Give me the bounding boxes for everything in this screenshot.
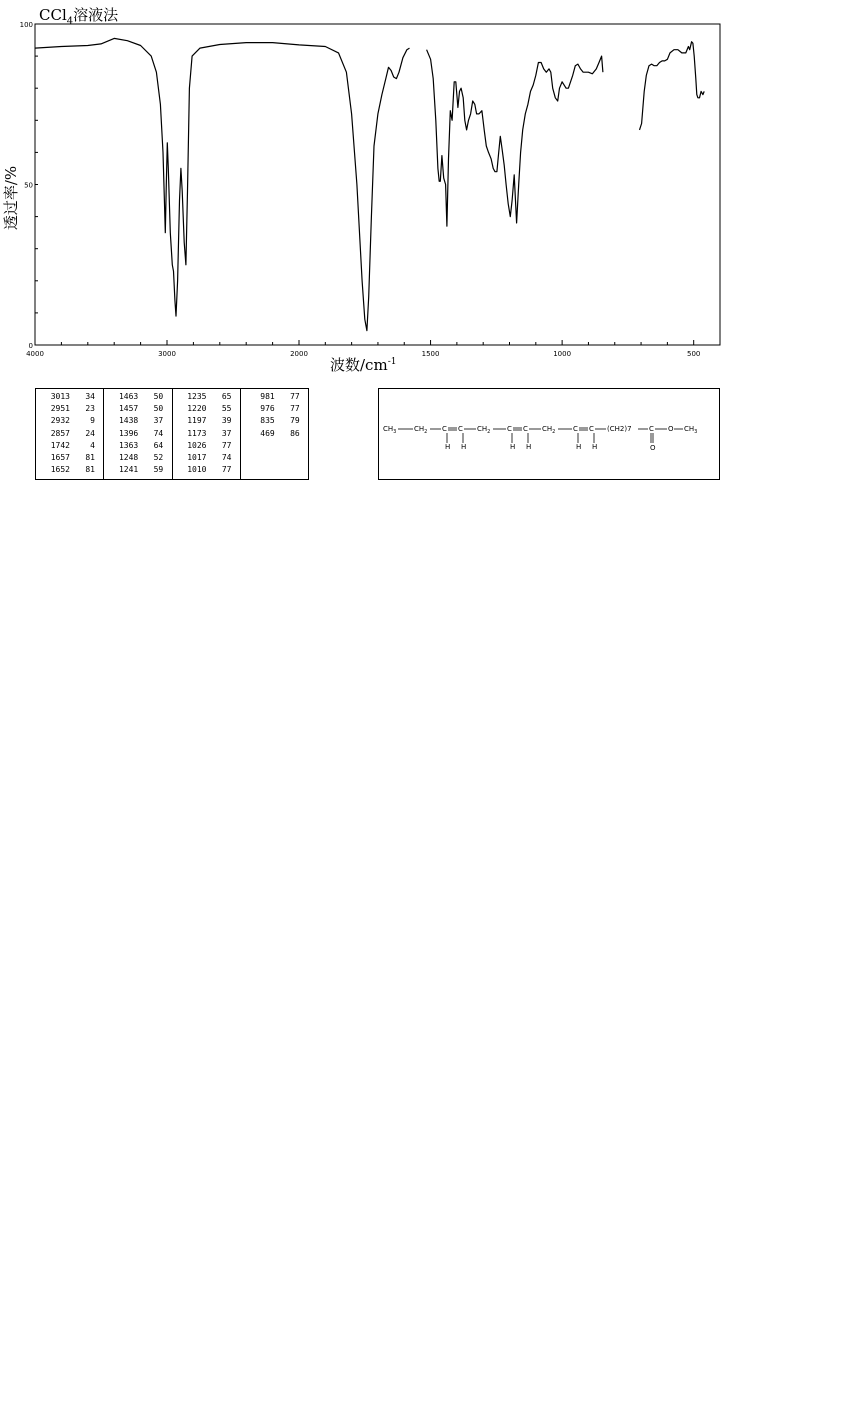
formula-hydrogen: H bbox=[510, 443, 516, 451]
peak-wavenumber: 1173 bbox=[187, 428, 207, 438]
formula-group: C bbox=[442, 425, 447, 433]
peak-wavenumber: 1652 bbox=[50, 465, 70, 475]
x-tick-label: 1500 bbox=[421, 350, 440, 358]
x-tick-label: 4000 bbox=[26, 350, 44, 358]
peak-wavenumber: 1026 bbox=[187, 440, 207, 450]
peak-row bbox=[104, 415, 171, 427]
structure-box bbox=[378, 388, 720, 480]
peak-wavenumber: 835 bbox=[260, 416, 275, 426]
formula-group: C bbox=[458, 425, 463, 433]
peak-row bbox=[241, 391, 308, 403]
y-tick-label: 0 bbox=[28, 342, 33, 350]
ir-spectrum-chart bbox=[0, 0, 850, 380]
peak-wavenumber: 1363 bbox=[118, 440, 139, 450]
peak-transmittance: 9 bbox=[90, 416, 95, 426]
peak-wavenumber: 1220 bbox=[187, 404, 207, 414]
peak-wavenumber: 2857 bbox=[50, 428, 70, 438]
peak-wavenumber: 2951 bbox=[50, 404, 70, 414]
peak-transmittance: 50 bbox=[153, 404, 164, 414]
peak-transmittance: 77 bbox=[221, 440, 232, 450]
formula-group: $CH_2$ bbox=[477, 425, 491, 435]
formula-group: $CH_2$ bbox=[542, 425, 556, 435]
peak-transmittance: 79 bbox=[290, 416, 300, 426]
peak-wavenumber: 1463 bbox=[118, 392, 139, 401]
peak-row bbox=[104, 464, 171, 476]
peak-row bbox=[241, 415, 308, 427]
y-tick-label: 50 bbox=[24, 181, 33, 190]
formula-group: O bbox=[668, 425, 674, 433]
peak-row bbox=[173, 440, 240, 452]
peak-wavenumber: 1457 bbox=[118, 404, 139, 414]
peak-transmittance: 81 bbox=[85, 465, 95, 475]
peak-row bbox=[104, 428, 171, 440]
peak-transmittance: 74 bbox=[153, 428, 164, 438]
peak-row bbox=[104, 391, 171, 403]
formula-group: C bbox=[649, 425, 654, 433]
peak-wavenumber: 1742 bbox=[50, 440, 70, 450]
peak-row bbox=[241, 428, 308, 440]
peak-transmittance: 50 bbox=[153, 392, 164, 401]
peak-transmittance: 65 bbox=[221, 392, 232, 401]
peak-row bbox=[173, 464, 240, 476]
peak-transmittance: 37 bbox=[153, 416, 164, 426]
peak-transmittance: 55 bbox=[221, 404, 232, 414]
formula-group: C bbox=[507, 425, 512, 433]
peak-wavenumber: 1010 bbox=[187, 465, 207, 475]
peak-row bbox=[173, 415, 240, 427]
peak-transmittance: 59 bbox=[153, 465, 164, 475]
x-tick-label: 1000 bbox=[553, 350, 572, 358]
peak-transmittance: 4 bbox=[90, 440, 95, 450]
formula-group: C bbox=[589, 425, 594, 433]
formula-group: $CH_2$ bbox=[414, 425, 428, 435]
peak-row bbox=[173, 428, 240, 440]
peak-table-column bbox=[104, 389, 172, 479]
formula-hydrogen: H bbox=[461, 443, 467, 451]
peak-wavenumber: 1438 bbox=[118, 416, 139, 426]
peak-transmittance: 52 bbox=[153, 453, 164, 463]
peak-row bbox=[173, 391, 240, 403]
x-tick-label: 500 bbox=[687, 350, 701, 358]
formula-hydrogen: H bbox=[526, 443, 532, 451]
peak-row bbox=[173, 403, 240, 415]
y-axis-label: 透过率/% bbox=[2, 165, 20, 231]
formula-group: $CH_3$ bbox=[383, 425, 397, 435]
peak-transmittance: 81 bbox=[85, 453, 95, 463]
x-tick-label: 2000 bbox=[290, 350, 308, 358]
x-tick-label: 3000 bbox=[158, 350, 176, 358]
peak-transmittance: 77 bbox=[290, 392, 300, 401]
peak-row bbox=[241, 403, 308, 415]
formula-hydrogen: H bbox=[445, 443, 451, 451]
spectrum-series bbox=[35, 38, 704, 330]
peak-row bbox=[36, 440, 103, 452]
peak-wavenumber: 1657 bbox=[50, 453, 70, 463]
peak-transmittance: 24 bbox=[85, 428, 95, 438]
peak-row bbox=[36, 464, 103, 476]
peak-wavenumber: 1241 bbox=[118, 465, 139, 475]
formula-group: C bbox=[573, 425, 578, 433]
formula-hydrogen: H bbox=[576, 443, 582, 451]
formula-hydrogen: H bbox=[592, 443, 598, 451]
plot-frame bbox=[35, 24, 720, 345]
peak-row bbox=[104, 403, 171, 415]
x-axis-label: 波数$/cm^{-1}$ bbox=[330, 356, 397, 374]
peak-row bbox=[36, 428, 103, 440]
peak-transmittance: 64 bbox=[153, 440, 164, 450]
peak-wavenumber: 981 bbox=[260, 392, 275, 401]
peak-wavenumber: 1396 bbox=[118, 428, 139, 438]
peak-transmittance: 39 bbox=[221, 416, 232, 426]
peak-transmittance: 77 bbox=[221, 465, 232, 475]
peak-wavenumber: 1197 bbox=[187, 416, 207, 426]
peak-row bbox=[36, 403, 103, 415]
spectrum-line-segment bbox=[35, 38, 410, 330]
peak-wavenumber: 1248 bbox=[118, 453, 139, 463]
chart-title: CCl$_4$溶液法 bbox=[39, 6, 119, 27]
peak-row bbox=[173, 452, 240, 464]
peak-table bbox=[35, 388, 309, 480]
formula-group: C bbox=[523, 425, 528, 433]
peak-transmittance: 74 bbox=[221, 453, 232, 463]
peak-wavenumber: 1017 bbox=[187, 453, 207, 463]
peak-row bbox=[36, 452, 103, 464]
peak-transmittance: 77 bbox=[290, 404, 300, 414]
peak-table-column bbox=[173, 389, 241, 479]
peak-table-column bbox=[36, 389, 104, 479]
peak-row bbox=[36, 415, 103, 427]
formula-group: $CH_3$ bbox=[684, 425, 698, 435]
peak-row bbox=[36, 391, 103, 403]
formula-carbonyl-oxygen: O bbox=[650, 444, 656, 452]
peak-transmittance: 23 bbox=[85, 404, 95, 414]
peak-row bbox=[104, 440, 171, 452]
spectrum-line-segment bbox=[427, 50, 603, 227]
structural-formula bbox=[379, 389, 721, 481]
spectrum-line-segment bbox=[640, 42, 705, 130]
peak-transmittance: 37 bbox=[221, 428, 232, 438]
formula-group: (CH2)7 bbox=[607, 425, 632, 433]
peak-wavenumber: 469 bbox=[260, 428, 275, 438]
y-tick-label: 100 bbox=[19, 21, 33, 29]
peak-wavenumber: 1235 bbox=[187, 392, 207, 401]
peak-wavenumber: 976 bbox=[260, 404, 275, 414]
peak-table-column bbox=[241, 389, 308, 479]
peak-wavenumber: 2932 bbox=[50, 416, 70, 426]
peak-transmittance: 34 bbox=[85, 392, 95, 401]
peak-row bbox=[104, 452, 171, 464]
peak-wavenumber: 3013 bbox=[50, 392, 70, 401]
peak-transmittance: 86 bbox=[290, 428, 300, 438]
